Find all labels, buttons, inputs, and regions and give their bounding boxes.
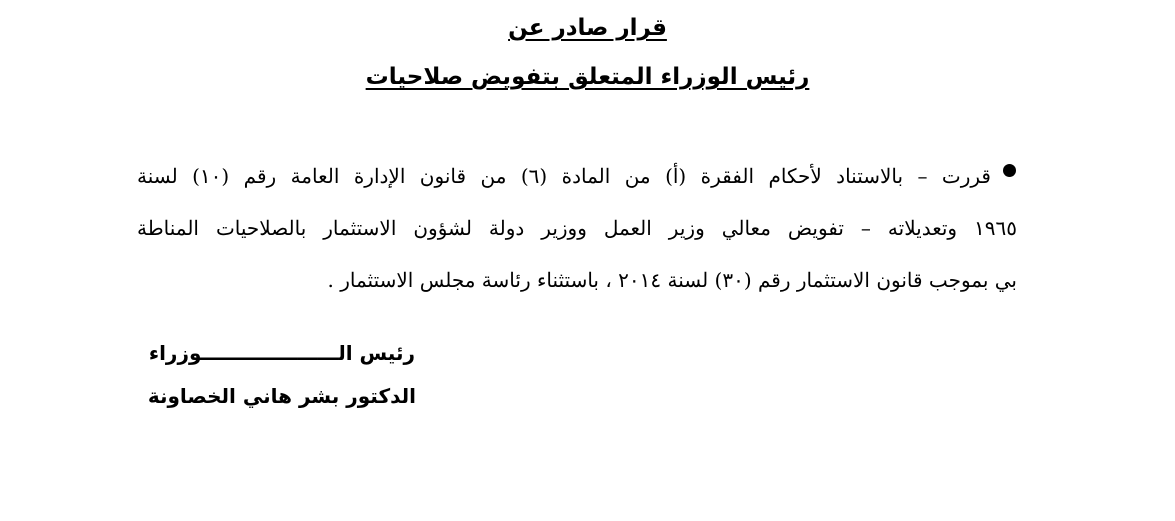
document-title-line-1: [0, 15, 1175, 43]
document-title-line-2: [0, 64, 1175, 92]
document-title-text-2: رئيس الوزراء المتعلق بتفويض صلاحيات: [365, 64, 810, 90]
signature-name: الدكتور بشر هاني الخصاونة: [147, 384, 416, 408]
signature-title: رئيس الــــــــــــــــــــوزراء: [148, 341, 415, 365]
paragraph-line-2: ١٩٦٥ وتعديلاته – تفويض معالي وزير العمل ووزير دولة لشؤون الاستثمار بالصلاحيات المناطة: [137, 216, 1017, 240]
decision-paragraph: [137, 150, 1017, 306]
paragraph-line-1: قررت – بالاستناد لأحكام الفقرة (أ) من المادة (٦) من قانون الإدارة العامة رقم (١٠) لسنة: [137, 164, 991, 188]
document-title-text-1: قرار صادر عن: [508, 15, 667, 41]
paragraph-line-3: بي بموجب قانون الاستثمار رقم (٣٠) لسنة ٢٠١٤ ، باستثناء رئاسة مجلس الاستثمار .: [327, 268, 1017, 292]
